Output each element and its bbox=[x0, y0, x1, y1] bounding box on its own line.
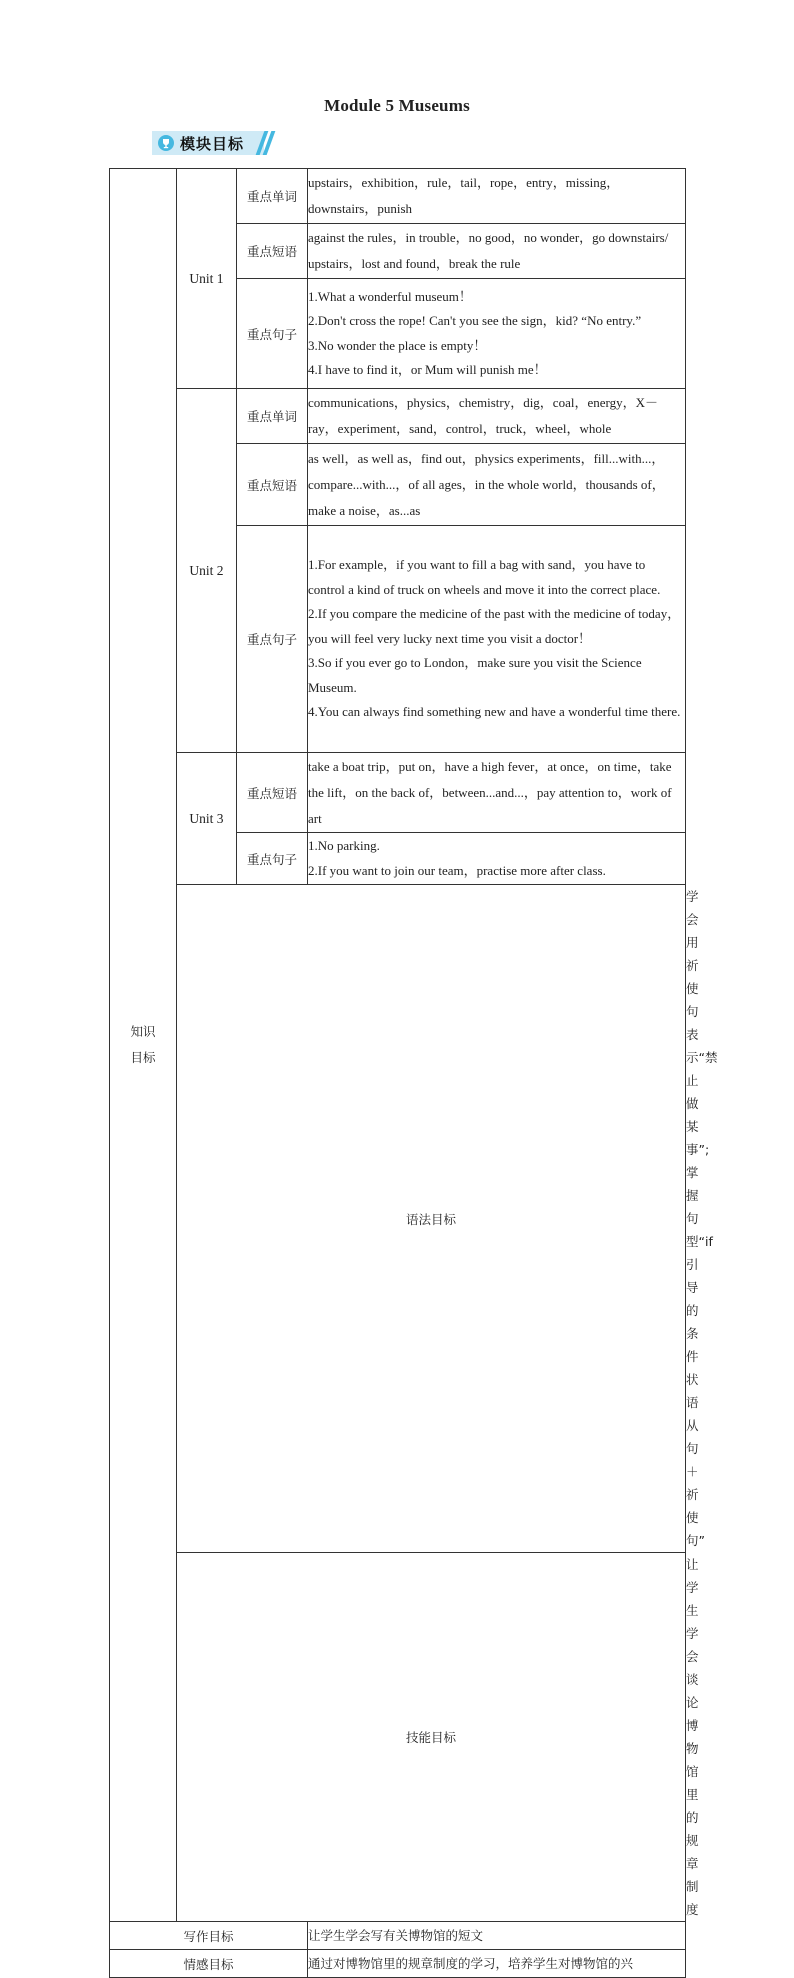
content-line: 1.For example，if you want to fill a bag with sand，you have to control a kind of truck on wheels and move it into the correct place. bbox=[308, 557, 661, 597]
content-line: 让学生学会写有关博物馆的短文 bbox=[308, 1928, 484, 1943]
category-label: 重点句子 bbox=[237, 279, 308, 389]
category-label: 重点短语 bbox=[237, 444, 308, 526]
writing-goal-label: 写作目标 bbox=[110, 1922, 308, 1950]
table-row: 语法目标 学会用祈使句表示“禁止做某事”; 掌握句型“if 引导的条件状语从句＋祈使句” bbox=[110, 885, 686, 1553]
knowledge-label-line: 目标 bbox=[130, 1050, 156, 1065]
content-line: 4.You can always find something new and have a wonderful time there. bbox=[308, 704, 681, 720]
category-label: 重点句子 bbox=[237, 833, 308, 885]
content-line: against the rules，in trouble，no good，no wonder，go downstairs/ upstairs，lost and found，break the rule bbox=[308, 230, 669, 271]
content-cell bbox=[308, 169, 686, 224]
table-row: 技能目标 让学生学会谈论博物馆里的规章制度 bbox=[110, 1553, 686, 1922]
table-row bbox=[110, 1950, 686, 1978]
content-line: 3.No wonder the place is empty！ bbox=[308, 337, 487, 353]
content-cell bbox=[308, 753, 686, 833]
category-label: 重点短语 bbox=[237, 753, 308, 833]
content-line: 1.No parking. bbox=[308, 838, 380, 853]
module-goals-table bbox=[109, 168, 718, 1978]
knowledge-goals-label bbox=[110, 169, 177, 1922]
category-label: 重点单词 bbox=[237, 389, 308, 444]
content-line: 1.What a wonderful museum！ bbox=[308, 288, 472, 304]
trophy-icon bbox=[158, 135, 174, 151]
content-line: 4.I have to find it，or Mum will punish me！ bbox=[308, 362, 547, 377]
skill-goal-label: 技能目标 bbox=[177, 1553, 686, 1922]
unit-1-label: Unit 1 bbox=[177, 169, 237, 389]
table-row bbox=[110, 1922, 686, 1950]
content-line: 2.If you compare the medicine of the past with the medicine of today，you will feel very lucky next time you visit a doctor！ bbox=[308, 606, 681, 646]
category-label: 重点句子 bbox=[237, 526, 308, 753]
content-line: 2.Don't cross the rope! Can't you see the sign，kid? “No entry.” bbox=[308, 313, 642, 328]
table-row bbox=[110, 753, 686, 833]
content-cell bbox=[308, 1922, 686, 1950]
content-line: take a boat trip，put on，have a high fever，at once，on time，take the lift，on the back of，between...and...，pay attention to，work of art bbox=[308, 758, 672, 826]
content-cell bbox=[308, 444, 686, 526]
unit-3-label: Unit 3 bbox=[177, 753, 237, 885]
content-cell bbox=[308, 389, 686, 444]
content-line: 通过对博物馆里的规章制度的学习，培养学生对博物馆的兴 bbox=[308, 1956, 634, 1971]
knowledge-label-line: 知识 bbox=[130, 1024, 156, 1039]
content-cell bbox=[308, 279, 686, 389]
content-line: 2.If you want to join our team，practise more after class. bbox=[308, 862, 606, 878]
grammar-goal-label: 语法目标 bbox=[177, 885, 686, 1553]
content-cell bbox=[308, 526, 686, 753]
emotion-goal-label: 情感目标 bbox=[110, 1950, 308, 1978]
content-cell bbox=[308, 1950, 686, 1978]
content-line: upstairs，exhibition，rule，tail，rope，entry，missing，downstairs，punish bbox=[308, 175, 620, 216]
content-cell bbox=[308, 833, 686, 885]
banner-label: 模块目标 bbox=[180, 135, 245, 153]
category-label: 重点短语 bbox=[237, 224, 308, 279]
category-label: 重点单词 bbox=[237, 169, 308, 224]
content-cell bbox=[308, 224, 686, 279]
content-line: as well，as well as，find out，physics experiments，fill...with...，compare...with...，of all ages，in the whole world，thousands of，make a noise，as...as bbox=[308, 450, 665, 518]
page-title: Module 5 Museums bbox=[324, 96, 470, 115]
table-row bbox=[110, 389, 686, 444]
section-banner bbox=[152, 131, 274, 155]
unit-2-label: Unit 2 bbox=[177, 389, 237, 753]
table-row bbox=[110, 169, 686, 224]
content-line: 3.So if you ever go to London，make sure you visit the Science Museum. bbox=[308, 655, 642, 695]
content-line: communications，physics，chemistry，dig，coal，energy，X－ray，experiment，sand，control，truck，wheel，whole bbox=[308, 395, 658, 436]
